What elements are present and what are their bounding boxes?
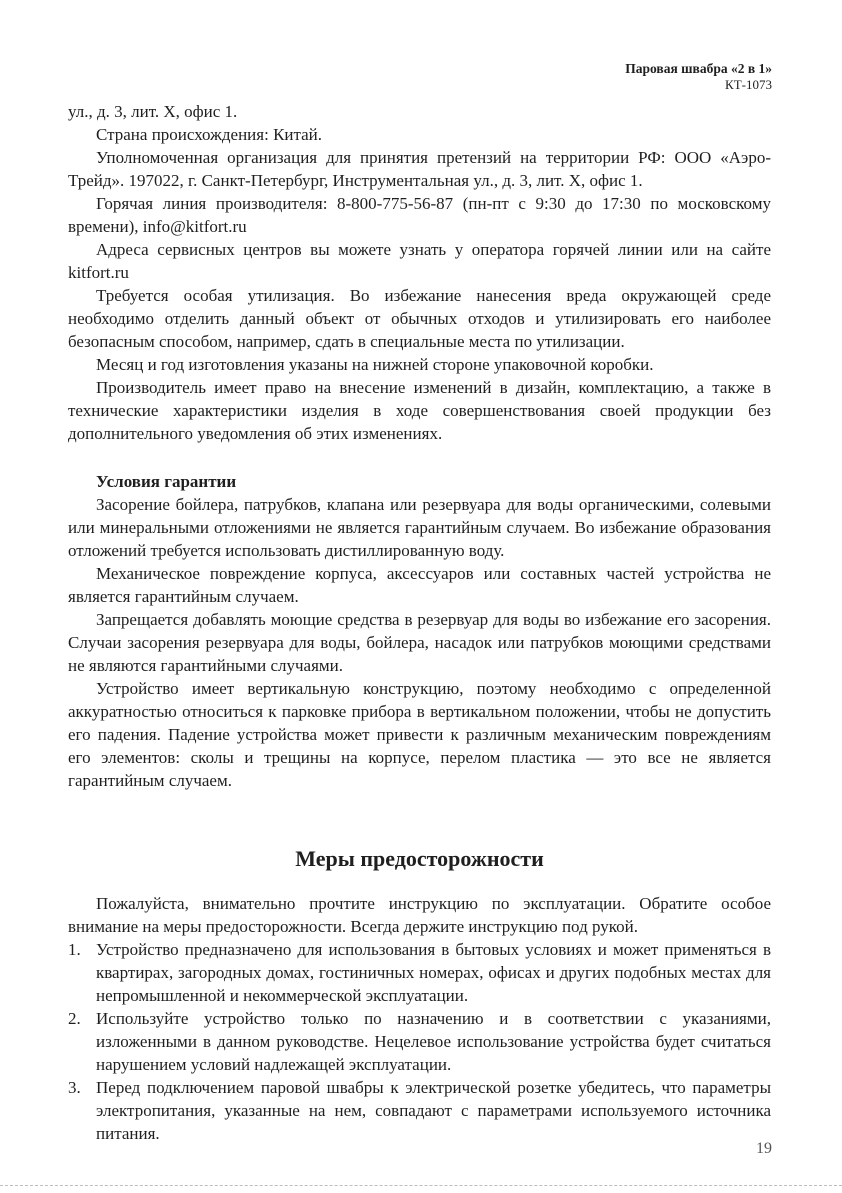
model-number: КТ-1073 [725, 77, 772, 92]
paragraph-address-cont: ул., д. 3, лит. Х, офис 1. [68, 102, 238, 121]
warranty-heading: Условия гарантии [96, 472, 237, 491]
list-item-text: Перед подключением паровой швабры к электрической розетке убедитесь, что параметры электропитания, указанные на нем, совпадают с параметрами используемого источника питания. [96, 1078, 771, 1143]
precautions-intro: Пожалуйста, внимательно прочтите инструкцию по эксплуатации. Обратите особое внимание на меры предосторожности. Всегда держите инструкцию под рукой. [68, 894, 771, 936]
document-body [68, 100, 771, 1145]
paragraph-changes: Производитель имеет право на внесение изменений в дизайн, комплектацию, а также в технические характеристики изделия в ходе совершенствования своей продукции без дополнительного уведомления об этих изменениях. [68, 378, 771, 443]
list-item-number: 1. [68, 940, 81, 959]
warranty-paragraph: Механическое повреждение корпуса, аксессуаров или составных частей устройства не является гарантийным случаем. [68, 564, 771, 606]
list-item-text: Используйте устройство только по назначению и в соответствии с указаниями, изложенными в данном руководстве. Нецелевое использование устройства будет считаться нарушением условий надлежащей эксплуатации. [96, 1009, 771, 1074]
list-item [68, 1076, 771, 1145]
warranty-paragraph: Засорение бойлера, патрубков, клапана или резервуара для воды органическими, солевыми или минеральными отложениями не является гарантийным случаем. Во избежание образования отложений требуется использовать дистиллированную воду. [68, 495, 771, 560]
footer-divider [0, 1185, 842, 1186]
product-title: Паровая швабра «2 в 1» [625, 61, 772, 76]
page-header [625, 60, 772, 93]
warranty-paragraph: Устройство имеет вертикальную конструкцию, поэтому необходимо с определенной аккуратностью относиться к парковке прибора в вертикальном положении, чтобы не допустить его падения. Падение устройства может привести к различным механическим повреждениям его элементов: сколы и трещины на корпусе, перелом пластика — это все не является гарантийным случаем. [68, 679, 771, 790]
paragraph-service-centers: Адреса сервисных центров вы можете узнать у оператора горячей линии или на сайте kitfort.ru [68, 240, 771, 282]
paragraph-disposal: Требуется особая утилизация. Во избежание нанесения вреда окружающей среде необходимо отделить данный объект от обычных отходов и утилизировать его наиболее безопасным способом, например, сдать в специальные места по утилизации. [68, 286, 771, 351]
list-item [68, 938, 771, 1007]
list-item-text: Устройство предназначено для использования в бытовых условиях и может применяться в квартирах, загородных домах, гостиничных номерах, офисах и других подобных местах для непромышленной и некоммерческой эксплуатации. [96, 940, 771, 1005]
paragraph-authorized-org: Уполномоченная организация для принятия претензий на территории РФ: ООО «Аэро-Трейд». 197022, г. Санкт-Петербург, Инструментальная ул., д. 3, лит. Х, офис 1. [68, 148, 771, 190]
warranty-paragraph: Запрещается добавлять моющие средства в резервуар для воды во избежание его засорения. Случаи засорения резервуара для воды, бойлера, насадок или патрубков моющими средствами не являются гарантийными случаями. [68, 610, 771, 675]
list-item-number: 3. [68, 1078, 81, 1097]
list-item [68, 1007, 771, 1076]
precautions-heading: Меры предосторожности [295, 846, 544, 871]
paragraph-origin: Страна происхождения: Китай. [96, 125, 323, 144]
list-item-number: 2. [68, 1009, 81, 1028]
page-number: 19 [756, 1140, 772, 1157]
paragraph-manufacture-date: Месяц и год изготовления указаны на нижней стороне упаковочной коробки. [96, 355, 654, 374]
precautions-list [68, 938, 771, 1145]
paragraph-hotline: Горячая линия производителя: 8-800-775-56-87 (пн-пт с 9:30 до 17:30 по московскому времени), info@kitfort.ru [68, 194, 771, 236]
